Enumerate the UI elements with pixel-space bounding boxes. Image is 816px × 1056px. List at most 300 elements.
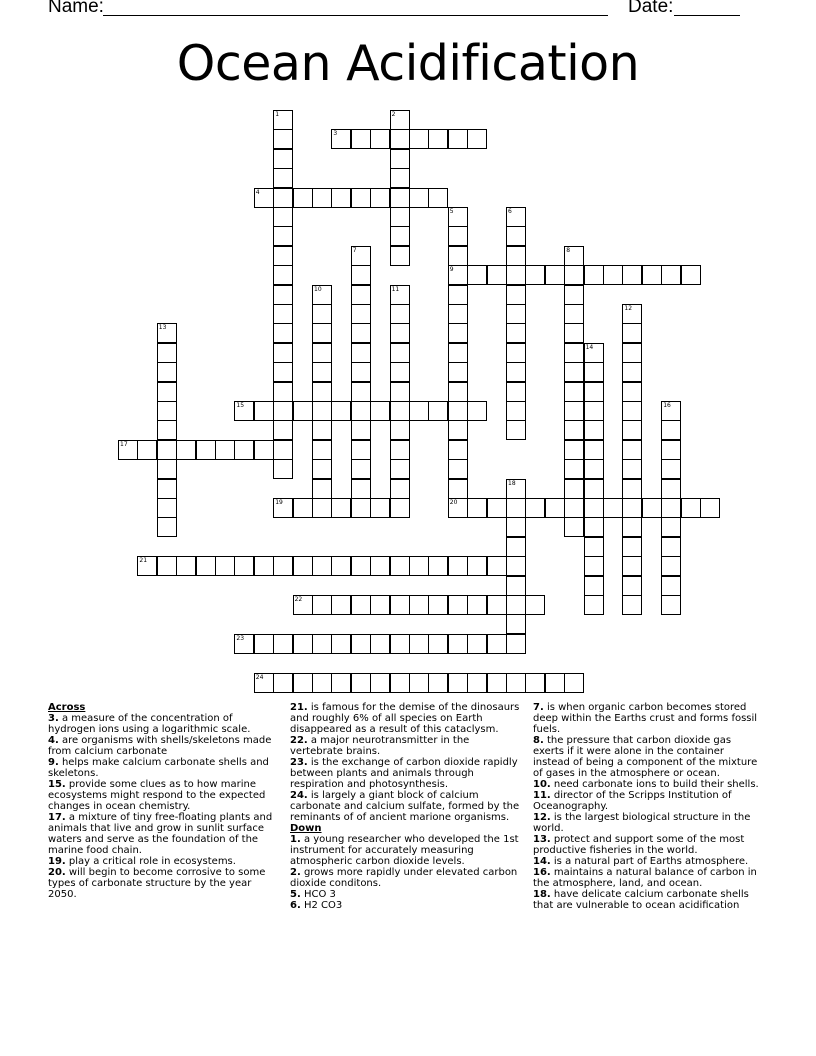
crossword-cell[interactable] — [448, 401, 468, 421]
clue-text: is when organic carbon becomes stored deep within the Earths crust and forms fossil fuels. — [533, 702, 758, 735]
crossword-cell[interactable] — [584, 537, 604, 557]
crossword-cell[interactable] — [157, 556, 177, 576]
clue-number-label: 8. — [533, 735, 544, 746]
crossword-cell[interactable] — [448, 226, 468, 246]
crossword-cell[interactable] — [196, 556, 216, 576]
clue-item — [533, 812, 763, 834]
crossword-cell[interactable] — [564, 265, 584, 285]
crossword-cell[interactable] — [428, 188, 448, 208]
clue-text: a mixture of tiny free-floating plants and animals that live and grow in sunlit surface waters and serve as the foundation of the marine food chain. — [48, 812, 273, 856]
crossword-cell[interactable] — [351, 479, 371, 499]
page-title: Ocean Acidification — [176, 35, 640, 92]
crossword-cell[interactable] — [622, 595, 642, 615]
crossword-cell[interactable] — [467, 265, 487, 285]
crossword-cell[interactable] — [293, 673, 313, 693]
crossword-cell[interactable] — [564, 401, 584, 421]
crossword-cell[interactable] — [428, 595, 448, 615]
crossword-cell[interactable] — [331, 401, 351, 421]
crossword-cell[interactable] — [428, 634, 448, 654]
crossword-cell[interactable] — [293, 634, 313, 654]
crossword-cell[interactable] — [564, 304, 584, 324]
clue-number-label: 16. — [533, 867, 551, 878]
crossword-cell[interactable] — [622, 479, 642, 499]
crossword-cell[interactable] — [409, 401, 429, 421]
crossword-cell[interactable] — [428, 401, 448, 421]
crossword-cell[interactable] — [370, 556, 390, 576]
crossword-cell[interactable] — [157, 382, 177, 402]
crossword-cell[interactable] — [351, 382, 371, 402]
crossword-cell[interactable] — [254, 634, 274, 654]
crossword-cell[interactable] — [467, 673, 487, 693]
crossword-cell[interactable] — [409, 673, 429, 693]
crossword-cell[interactable] — [370, 673, 390, 693]
crossword-cell[interactable] — [506, 537, 526, 557]
crossword-cell[interactable] — [390, 401, 410, 421]
crossword-cell[interactable] — [622, 343, 642, 363]
crossword-cell[interactable] — [351, 188, 371, 208]
crossword-cell[interactable] — [273, 459, 293, 479]
crossword-cell[interactable] — [293, 188, 313, 208]
crossword-cell[interactable] — [273, 401, 293, 421]
crossword-cell[interactable] — [564, 382, 584, 402]
crossword-cell[interactable] — [506, 420, 526, 440]
crossword-cell[interactable] — [467, 498, 487, 518]
crossword-cell[interactable] — [157, 479, 177, 499]
crossword-cell[interactable] — [293, 556, 313, 576]
crossword-cell[interactable] — [312, 382, 332, 402]
clue-number: 5 — [449, 208, 454, 215]
crossword-cell[interactable] — [273, 382, 293, 402]
crossword-cell[interactable] — [351, 265, 371, 285]
crossword-cell[interactable] — [506, 343, 526, 363]
crossword-cell[interactable] — [506, 401, 526, 421]
crossword-cell[interactable] — [351, 440, 371, 460]
crossword-cell[interactable] — [467, 556, 487, 576]
clue-item — [290, 757, 520, 790]
clue-text: HCO 3 — [300, 889, 336, 900]
crossword-cell[interactable] — [312, 673, 332, 693]
crossword-cell[interactable] — [157, 459, 177, 479]
crossword-cell[interactable] — [584, 576, 604, 596]
crossword-cell[interactable] — [564, 440, 584, 460]
crossword-cell[interactable] — [622, 576, 642, 596]
crossword-cell[interactable] — [312, 420, 332, 440]
crossword-cell[interactable] — [506, 673, 526, 693]
clue-number-label: 6. — [290, 900, 301, 911]
crossword-cell[interactable] — [254, 440, 274, 460]
crossword-cell[interactable] — [661, 265, 681, 285]
crossword-cell[interactable] — [351, 420, 371, 440]
crossword-cell[interactable] — [390, 226, 410, 246]
crossword-cell[interactable] — [448, 382, 468, 402]
crossword-cell[interactable] — [351, 595, 371, 615]
clue-text: is famous for the demise of the dinosaurs and roughly 6% of all species on Earth disappeared as a result of this cataclysm. — [290, 702, 520, 735]
crossword-cell[interactable] — [506, 362, 526, 382]
crossword-cell[interactable] — [390, 343, 410, 363]
crossword-cell[interactable] — [448, 440, 468, 460]
crossword-cell[interactable] — [390, 207, 410, 227]
crossword-cell[interactable] — [584, 517, 604, 537]
crossword-cell[interactable] — [506, 226, 526, 246]
crossword-cell[interactable] — [273, 168, 293, 188]
clue-item — [48, 713, 278, 735]
crossword-cell[interactable] — [312, 459, 332, 479]
crossword-cell[interactable] — [564, 517, 584, 537]
clue-number-label: 14. — [533, 856, 551, 867]
crossword-cell[interactable] — [331, 556, 351, 576]
crossword-cell[interactable] — [661, 595, 681, 615]
crossword-cell[interactable] — [525, 673, 545, 693]
crossword-cell[interactable] — [157, 343, 177, 363]
crossword-cell[interactable] — [681, 265, 701, 285]
crossword-cell[interactable] — [564, 362, 584, 382]
crossword-cell[interactable] — [331, 498, 351, 518]
crossword-cell[interactable] — [351, 634, 371, 654]
crossword-cell[interactable] — [622, 265, 642, 285]
crossword-cell[interactable] — [157, 362, 177, 382]
crossword-cell[interactable] — [448, 343, 468, 363]
crossword-cell[interactable] — [584, 595, 604, 615]
crossword-cell[interactable] — [467, 129, 487, 149]
crossword-cell[interactable] — [506, 614, 526, 634]
clue-text: is largely a giant block of calcium carbonate and calcium sulfate, formed by the reminants of of ancient marione organisms. — [290, 790, 520, 823]
crossword-cell[interactable] — [157, 498, 177, 518]
crossword-cell[interactable] — [293, 401, 313, 421]
crossword-cell[interactable] — [603, 498, 623, 518]
crossword-cell[interactable] — [273, 246, 293, 266]
clue-number: 9 — [449, 266, 454, 274]
clue-number-label: 18. — [533, 889, 551, 900]
crossword-cell[interactable] — [254, 401, 274, 421]
crossword-cell[interactable] — [584, 362, 604, 382]
crossword-cell[interactable] — [409, 595, 429, 615]
crossword-cell[interactable] — [564, 479, 584, 499]
clue-number-label: 12. — [533, 812, 551, 823]
crossword-cell[interactable] — [700, 498, 720, 518]
crossword-cell[interactable] — [370, 595, 390, 615]
clue-number: 13 — [158, 324, 167, 332]
crossword-cell[interactable] — [390, 440, 410, 460]
crossword-cell[interactable] — [448, 459, 468, 479]
crossword-cell[interactable] — [622, 323, 642, 343]
clue-text: play a critical role in ecosystems. — [65, 856, 236, 867]
crossword-cell[interactable] — [351, 304, 371, 324]
crossword-cell[interactable] — [525, 498, 545, 518]
crossword-cell[interactable] — [157, 401, 177, 421]
crossword-cell[interactable] — [273, 556, 293, 576]
crossword-cell[interactable] — [351, 556, 371, 576]
crossword-cell[interactable] — [390, 459, 410, 479]
crossword-cell[interactable] — [603, 265, 623, 285]
clue-item — [290, 702, 520, 735]
crossword-cell[interactable] — [409, 634, 429, 654]
crossword-cell[interactable] — [448, 420, 468, 440]
crossword-cell[interactable] — [273, 149, 293, 169]
crossword-cell[interactable] — [351, 323, 371, 343]
clue-number: 19 — [275, 499, 283, 506]
crossword-cell[interactable] — [487, 673, 507, 693]
clue-number: 4 — [255, 188, 260, 196]
crossword-cell[interactable] — [312, 343, 332, 363]
crossword-cell[interactable] — [448, 362, 468, 382]
crossword-cell[interactable] — [506, 323, 526, 343]
crossword-cell[interactable] — [506, 556, 526, 576]
crossword-cell[interactable] — [351, 401, 371, 421]
crossword-cell[interactable] — [622, 382, 642, 402]
crossword-cell[interactable] — [564, 498, 584, 518]
crossword-cell[interactable] — [584, 401, 604, 421]
crossword-cell[interactable] — [273, 304, 293, 324]
crossword-cell[interactable] — [273, 265, 293, 285]
crossword-cell[interactable] — [584, 556, 604, 576]
crossword-cell[interactable] — [448, 323, 468, 343]
crossword-cell[interactable] — [351, 362, 371, 382]
crossword-cell[interactable] — [622, 498, 642, 518]
crossword-cell[interactable] — [137, 440, 157, 460]
crossword-cell[interactable] — [409, 188, 429, 208]
clue-text: H2 CO3 — [300, 900, 343, 911]
crossword-cell[interactable] — [273, 440, 293, 460]
crossword-cell[interactable] — [157, 440, 177, 460]
crossword-cell[interactable] — [234, 440, 254, 460]
crossword-cell[interactable] — [506, 265, 526, 285]
crossword-cell[interactable] — [448, 634, 468, 654]
crossword-cell[interactable] — [370, 634, 390, 654]
crossword-cell[interactable] — [390, 149, 410, 169]
crossword-cell[interactable] — [661, 556, 681, 576]
crossword-cell[interactable] — [331, 595, 351, 615]
crossword-cell[interactable] — [215, 440, 235, 460]
crossword-cell[interactable] — [370, 401, 390, 421]
crossword-cell[interactable] — [506, 595, 526, 615]
crossword-cell[interactable] — [157, 420, 177, 440]
crossword-cell[interactable] — [409, 556, 429, 576]
crossword-cell[interactable] — [661, 420, 681, 440]
crossword-cell[interactable] — [351, 498, 371, 518]
crossword-cell[interactable] — [622, 440, 642, 460]
crossword-cell[interactable] — [506, 382, 526, 402]
crossword-cell[interactable] — [428, 556, 448, 576]
clue-number-label: 19. — [48, 856, 66, 867]
crossword-cell[interactable] — [390, 479, 410, 499]
clue-number-label: 1. — [290, 834, 301, 845]
crossword-cell[interactable] — [448, 595, 468, 615]
crossword-cell[interactable] — [448, 304, 468, 324]
crossword-cell[interactable] — [293, 498, 313, 518]
crossword-cell[interactable] — [390, 420, 410, 440]
crossword-cell[interactable] — [390, 168, 410, 188]
clue-number: 8 — [566, 246, 571, 254]
crossword-cell[interactable] — [312, 401, 332, 421]
crossword-cell[interactable] — [351, 129, 371, 149]
crossword-cell[interactable] — [273, 207, 293, 227]
clue-item — [533, 889, 763, 911]
crossword-cell[interactable] — [254, 556, 274, 576]
crossword-cell[interactable] — [390, 382, 410, 402]
crossword-cell[interactable] — [448, 673, 468, 693]
crossword-cell[interactable] — [506, 246, 526, 266]
crossword-cell[interactable] — [506, 285, 526, 305]
crossword-cell[interactable] — [622, 556, 642, 576]
crossword-cell[interactable] — [390, 246, 410, 266]
crossword-cell[interactable] — [467, 401, 487, 421]
crossword-cell[interactable] — [312, 498, 332, 518]
crossword-cell[interactable] — [390, 362, 410, 382]
crossword-cell[interactable] — [661, 479, 681, 499]
crossword-cell[interactable] — [312, 362, 332, 382]
crossword-cell[interactable] — [564, 323, 584, 343]
crossword-cell[interactable] — [312, 595, 332, 615]
crossword-cell[interactable] — [273, 673, 293, 693]
crossword-cell[interactable] — [273, 285, 293, 305]
crossword-cell[interactable] — [564, 343, 584, 363]
crossword-cell[interactable] — [584, 382, 604, 402]
crossword-cell[interactable] — [390, 556, 410, 576]
crossword-cell[interactable] — [273, 343, 293, 363]
crossword-cell[interactable] — [448, 246, 468, 266]
crossword-cell[interactable] — [312, 323, 332, 343]
crossword-cell[interactable] — [390, 323, 410, 343]
crossword-cell[interactable] — [487, 634, 507, 654]
crossword-cell[interactable] — [642, 498, 662, 518]
crossword-cell[interactable] — [157, 517, 177, 537]
clue-text: have delicate calcium carbonate shells that are vulnerable to ocean acidification — [533, 889, 749, 911]
crossword-cell[interactable] — [390, 129, 410, 149]
crossword-cell[interactable] — [661, 517, 681, 537]
crossword-cell[interactable] — [351, 285, 371, 305]
crossword-cell[interactable] — [176, 440, 196, 460]
crossword-cell[interactable] — [312, 479, 332, 499]
crossword-cell[interactable] — [584, 459, 604, 479]
crossword-cell[interactable] — [448, 479, 468, 499]
crossword-cell[interactable] — [370, 498, 390, 518]
crossword-cell[interactable] — [273, 129, 293, 149]
crossword-cell[interactable] — [409, 129, 429, 149]
clue-number: 14 — [585, 343, 594, 351]
crossword-cell[interactable] — [215, 556, 235, 576]
clue-number: 20 — [449, 499, 458, 506]
crossword-cell[interactable] — [273, 226, 293, 246]
crossword-cell[interactable] — [331, 188, 351, 208]
crossword-cell[interactable] — [331, 673, 351, 693]
crossword-cell[interactable] — [196, 440, 216, 460]
clue-text: will begin to become corrosive to some types of carbonate structure by the year 2050. — [48, 867, 266, 900]
crossword-cell[interactable] — [390, 498, 410, 518]
crossword-cell[interactable] — [506, 634, 526, 654]
clue-number: 17 — [120, 440, 128, 448]
crossword-cell[interactable] — [622, 401, 642, 421]
crossword-cell[interactable] — [176, 556, 196, 576]
crossword-cell[interactable] — [506, 576, 526, 596]
crossword-cell[interactable] — [390, 673, 410, 693]
crossword-cell[interactable] — [351, 673, 371, 693]
crossword-cell[interactable] — [273, 323, 293, 343]
crossword-cell[interactable] — [273, 634, 293, 654]
crossword-cell[interactable] — [584, 440, 604, 460]
crossword-cell[interactable] — [525, 595, 545, 615]
crossword-cell[interactable] — [622, 537, 642, 557]
crossword-cell[interactable] — [487, 265, 507, 285]
crossword-cell[interactable] — [370, 188, 390, 208]
crossword-cell[interactable] — [661, 440, 681, 460]
clue-text: need carbonate ions to build their shells. — [550, 779, 759, 790]
crossword-cell[interactable] — [487, 556, 507, 576]
crossword-cell[interactable] — [467, 595, 487, 615]
crossword-cell[interactable] — [622, 420, 642, 440]
crossword-cell[interactable] — [428, 129, 448, 149]
clue-number-label: 7. — [533, 702, 544, 713]
clue-item — [290, 867, 520, 889]
crossword-cell[interactable] — [545, 673, 565, 693]
crossword-cell[interactable] — [448, 129, 468, 149]
crossword-cell[interactable] — [390, 595, 410, 615]
crossword-cell[interactable] — [622, 362, 642, 382]
clue-text: the pressure that carbon dioxide gas exerts if it were alone in the container instead of being a component of the mixture of gases in the atmosphere or ocean. — [533, 735, 758, 779]
clue-item — [290, 900, 520, 911]
crossword-cell[interactable] — [448, 556, 468, 576]
crossword-cell[interactable] — [370, 129, 390, 149]
crossword-cell[interactable] — [312, 188, 332, 208]
crossword-cell[interactable] — [661, 498, 681, 518]
crossword-cell[interactable] — [390, 634, 410, 654]
crossword-cell[interactable] — [564, 420, 584, 440]
crossword-cell[interactable] — [312, 440, 332, 460]
crossword-cell[interactable] — [312, 634, 332, 654]
crossword-cell[interactable] — [584, 420, 604, 440]
clue-text: provide some clues as to how marine ecosystems might respond to the expected changes in ocean chemistry. — [48, 779, 266, 812]
crossword-cell[interactable] — [390, 188, 410, 208]
crossword-cell[interactable] — [273, 420, 293, 440]
clue-number: 24 — [255, 673, 264, 681]
crossword-cell[interactable] — [351, 343, 371, 363]
crossword-cell[interactable] — [584, 479, 604, 499]
clue-item — [48, 757, 278, 779]
crossword-cell[interactable] — [584, 265, 604, 285]
crossword-cell[interactable] — [273, 188, 293, 208]
crossword-cell[interactable] — [273, 362, 293, 382]
crossword-cell[interactable] — [545, 265, 565, 285]
crossword-cell[interactable] — [661, 537, 681, 557]
crossword-cell[interactable] — [545, 498, 565, 518]
crossword-cell[interactable] — [487, 498, 507, 518]
crossword-cell[interactable] — [487, 595, 507, 615]
crossword-cell[interactable] — [312, 556, 332, 576]
crossword-cell[interactable] — [312, 304, 332, 324]
crossword-cell[interactable] — [390, 304, 410, 324]
crossword-cell[interactable] — [622, 459, 642, 479]
crossword-cell[interactable] — [564, 673, 584, 693]
crossword-cell[interactable] — [661, 576, 681, 596]
clue-number-label: 17. — [48, 812, 66, 823]
crossword-cell[interactable] — [564, 285, 584, 305]
crossword-cell[interactable] — [622, 517, 642, 537]
crossword-cell[interactable] — [642, 265, 662, 285]
crossword-cell[interactable] — [661, 459, 681, 479]
crossword-cell[interactable] — [428, 673, 448, 693]
crossword-cell[interactable] — [234, 556, 254, 576]
crossword-cell[interactable] — [681, 498, 701, 518]
crossword-cell[interactable] — [506, 517, 526, 537]
crossword-cell[interactable] — [506, 498, 526, 518]
crossword-cell[interactable] — [506, 304, 526, 324]
crossword-cell[interactable] — [351, 459, 371, 479]
crossword-cell[interactable] — [584, 498, 604, 518]
crossword-cell[interactable] — [525, 265, 545, 285]
crossword-cell[interactable] — [331, 634, 351, 654]
crossword-cell[interactable] — [467, 634, 487, 654]
crossword-cell[interactable] — [448, 285, 468, 305]
crossword-cell[interactable] — [564, 459, 584, 479]
